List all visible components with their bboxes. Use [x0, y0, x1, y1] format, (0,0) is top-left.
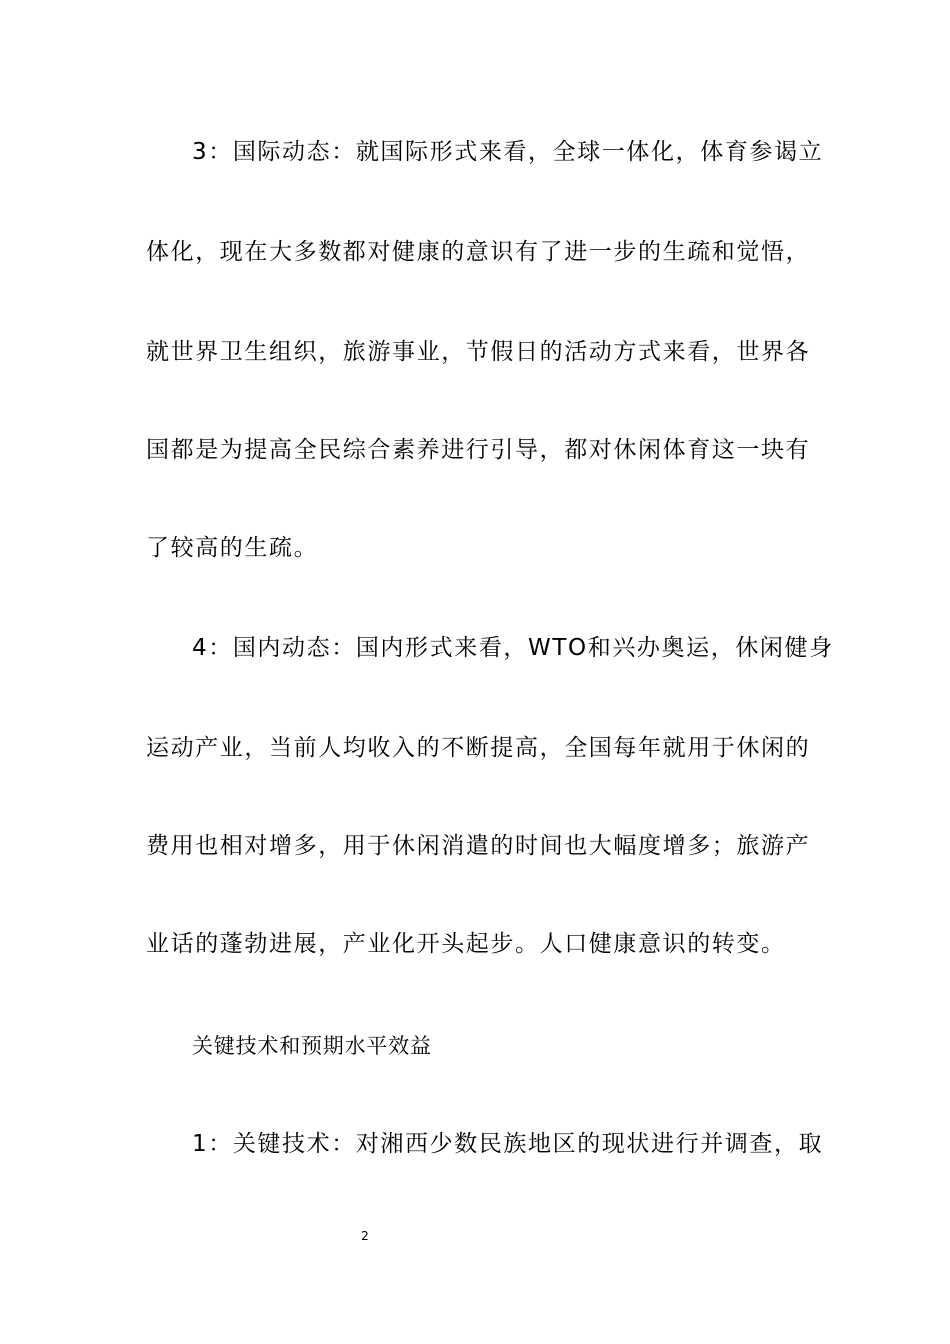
paragraph-4-line-2: 运动产业，当前人均收入的不断提高，全国每年就用于休闲的 [146, 735, 811, 761]
paragraph-1-line-1: 1：关键技术：对湘西少数民族地区的现状进行并调查，取 [192, 1131, 824, 1157]
paragraph-4-line-3: 费用也相对增多，用于休闲消遣的时间也大幅度增多；旅游产 [146, 833, 811, 859]
paragraph-3-line-3: 就世界卫生组织，旅游事业，节假日的活动方式来看，世界各 [146, 339, 811, 365]
paragraph-4-line-4: 业话的蓬勃进展，产业化开头起步。人口健康意识的转变。 [146, 931, 786, 957]
paragraph-3-line-5: 了较高的生疏。 [146, 535, 319, 561]
paragraph-4-line-1: 4：国内动态：国内形式来看，WTO和兴办奥运，休闲健身 [192, 635, 834, 661]
page-number: 2 [361, 1229, 369, 1243]
paragraph-3-line-1: 3：国际动态：就国际形式来看，全球一体化，体育参谒立 [192, 139, 824, 165]
section-heading: 关键技术和预期水平效益 [192, 1034, 432, 1058]
paragraph-3-line-4: 国都是为提高全民综合素养进行引导，都对休闲体育这一块有 [146, 437, 811, 463]
paragraph-3-line-2: 体化，现在大多数都对健康的意识有了进一步的生疏和觉悟， [146, 239, 811, 265]
